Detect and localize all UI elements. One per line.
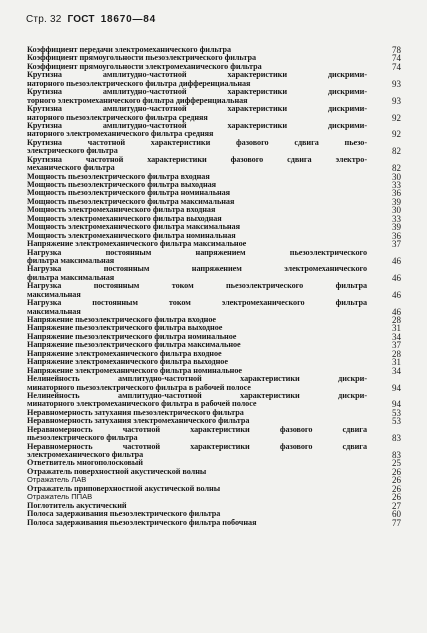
index-term: электромеханического фильтра	[27, 451, 144, 459]
index-page-number: 26	[392, 483, 401, 494]
index-page-number: 53	[392, 416, 401, 427]
index-entry-line	[0, 156, 427, 164]
index-entry-line	[0, 468, 427, 476]
index-term: Коэффициент прямоугольности электромеханического фильтра	[27, 62, 262, 71]
index-page-number: 53	[392, 407, 401, 418]
index-page-number: 37	[392, 239, 401, 250]
index-page-number: 26	[392, 475, 401, 486]
index-page-number: 46	[392, 255, 401, 266]
index-page-number: 39	[392, 222, 401, 233]
index-entry-line	[0, 291, 427, 299]
index-entry-line	[0, 223, 427, 231]
index-page-number: 46	[392, 289, 401, 300]
index-term: Неравномерность затухания электромеханического фильтра	[27, 417, 250, 426]
index-entry-line	[0, 114, 427, 122]
index-term: Мощность пьезоэлектрического фильтра максимальная	[27, 197, 235, 206]
index-entry-line	[0, 308, 427, 316]
index-page-number: 93	[392, 78, 401, 89]
index-entry-line	[0, 257, 427, 265]
index-term: Мощность электромеханического фильтра максимальная	[27, 223, 240, 232]
index-term: Крутизна амплитудно-частотной характеристики дискрими-	[27, 71, 367, 80]
index-term: Ответвитель многополосковый	[27, 459, 143, 468]
index-term: Напряжение электромеханического фильтра номинальное	[27, 366, 242, 375]
index-entry-line	[0, 299, 427, 307]
index-entry-line	[0, 392, 427, 400]
index-term: Мощность пьезоэлектрического фильтра входная	[27, 172, 210, 181]
index-term: Поглотитель акустический	[27, 501, 127, 510]
index-page-number: 25	[392, 458, 401, 469]
index-term: наторного пьезоэлектрического фильтра средняя	[27, 113, 208, 122]
index-term: Мощность электромеханического фильтра номинальная	[27, 231, 236, 240]
standard-label: ГОСТ	[67, 14, 95, 25]
index-term: наторного пьезоэлектрического фильтра дифференциальная	[27, 79, 251, 88]
index-entry-line	[0, 181, 427, 189]
index-page-number: 46	[392, 272, 401, 283]
index-entry-line	[0, 502, 427, 510]
index-term: Отражатель ЛАВ	[27, 476, 87, 485]
index-entry-line	[0, 147, 427, 155]
index-term: Крутизна частотной характеристики фазового сдвига электро-	[27, 155, 367, 164]
index-term: Нагрузка постоянным напряжением электромеханического	[27, 265, 367, 274]
index-entry-line	[0, 139, 427, 147]
index-term: Отражатель поверхностной акустической волны	[27, 467, 207, 476]
index-page-number: 28	[392, 315, 401, 325]
index-entry-line	[0, 519, 427, 527]
index-entry-line	[0, 485, 427, 493]
index-page-number: 36	[392, 230, 401, 241]
index-entry-line	[0, 350, 427, 358]
index-entry-line	[0, 384, 427, 392]
index-page-number: 83	[392, 450, 401, 460]
index-page-number: 77	[392, 517, 401, 528]
index-entry-line	[0, 493, 427, 501]
index-entry-line	[0, 400, 427, 408]
index-term: Крутизна амплитудно-частотной характеристики дискрими-	[27, 121, 367, 130]
index-term: максимальная	[27, 290, 81, 299]
index-entry-line	[0, 476, 427, 484]
index-term: Напряжение пьезоэлектрического фильтра номинальное	[27, 332, 237, 341]
index-entry-line	[0, 265, 427, 273]
index-entry-line	[0, 324, 427, 332]
index-term: Полоса задерживания пьезоэлектрического фильтра побочная	[27, 518, 257, 527]
index-entry-line	[0, 198, 427, 206]
index-page-number: 74	[392, 53, 401, 64]
index-term: Неравномерность затухания пьезоэлектрического фильтра	[27, 408, 244, 417]
index-entry-line	[0, 164, 427, 172]
index-term: Коэффициент прямоугольности пьезоэлектрического фильтра	[27, 54, 257, 63]
index-term: Крутизна амплитудно-частотной характеристики дискрими-	[27, 88, 367, 97]
index-entry-line	[0, 426, 427, 434]
index-entry-line	[0, 282, 427, 290]
index-term: Крутизна частотной характеристики фазового сдвига пьезо-	[27, 138, 367, 147]
index-term: Напряжение пьезоэлектрического фильтра выходное	[27, 324, 223, 333]
index-entry-line	[0, 46, 427, 54]
index-page-number: 92	[392, 112, 401, 123]
index-term: Отражатель ППАВ	[27, 493, 93, 502]
index-page-number: 78	[392, 45, 401, 55]
index-entry-line	[0, 459, 427, 467]
index-term: электрического фильтра	[27, 147, 118, 156]
index-term: Неравномерность частотной характеристики фазового сдвига	[27, 442, 367, 451]
index-entry-line	[0, 71, 427, 79]
index-entry-line	[0, 333, 427, 341]
index-entry-line	[0, 249, 427, 257]
index-entry-line	[0, 375, 427, 383]
page-header	[26, 14, 156, 25]
index-page-number: 27	[392, 500, 401, 511]
index-entry-line	[0, 54, 427, 62]
index-page-number: 33	[392, 180, 401, 190]
index-page-number: 31	[392, 323, 401, 334]
index-term: фильтра максимальная	[27, 256, 115, 265]
index-entry-line	[0, 417, 427, 425]
index-entry-line	[0, 274, 427, 282]
index-entry-line	[0, 316, 427, 324]
index-entry-line	[0, 341, 427, 349]
index-entry-line	[0, 232, 427, 240]
index-page-number: 94	[392, 382, 401, 393]
index-page-number: 31	[392, 357, 401, 368]
index-term: Напряжение пьезоэлектрического фильтра входное	[27, 316, 216, 324]
index-term: Полоса задерживания пьезоэлектрического фильтра	[27, 510, 221, 519]
index-term: Нагрузка постоянным напряжением пьезоэлектрического	[27, 248, 367, 257]
index-term: Напряжение пьезоэлектрического фильтра максимальное	[27, 341, 241, 350]
index-term: Нелинейность амплитудно-частотной характеристики дискри-	[27, 375, 367, 384]
index-term: Напряжение электромеханического фильтра выходное	[27, 358, 228, 367]
index-entry-line	[0, 130, 427, 138]
index-page-number: 93	[392, 95, 401, 106]
index-term: Неравномерность частотной характеристики фазового сдвига	[27, 425, 367, 434]
page-label: Стр.	[26, 14, 47, 25]
index-entry-line	[0, 88, 427, 96]
index-term: Мощность электромеханического фильтра выходная	[27, 214, 222, 223]
index-entry-line	[0, 451, 427, 459]
index-entry-line	[0, 105, 427, 113]
index-entry-line	[0, 63, 427, 71]
index-term: Нагрузка постоянным током электромеханического фильтра	[27, 299, 367, 308]
index-page-number: 82	[392, 163, 401, 174]
standard-number: 18670—84	[100, 14, 157, 25]
index-term: Мощность электромеханического фильтра входная	[27, 206, 216, 215]
index-page-number: 36	[392, 188, 401, 199]
index-entry-line	[0, 122, 427, 130]
index-term: максимальная	[27, 307, 81, 316]
index-entry-line	[0, 409, 427, 417]
index-term: Отражатель приповерхностной акустической волны	[27, 484, 221, 493]
index-page-number: 82	[392, 146, 401, 157]
index-page-number: 74	[392, 61, 401, 72]
index-page-number: 30	[392, 205, 401, 216]
index-term: Напряжение электромеханического фильтра максимальное	[27, 240, 247, 249]
index-term: Нелинейность амплитудно-частотной характеристики дискри-	[27, 391, 367, 400]
index-page-number: 60	[392, 509, 401, 520]
index-term: торного электромеханического фильтра дифференциальная	[27, 96, 248, 105]
index-term: пьезоэлектрического фильтра	[27, 434, 138, 443]
index-term: Коэффициент передачи электромеханического фильтра	[27, 46, 231, 54]
index-entry-line	[0, 173, 427, 181]
index-term: Мощность пьезоэлектрического фильтра номинальная	[27, 189, 231, 198]
index-entry-line	[0, 215, 427, 223]
index-term: минаторного пьезоэлектрического фильтра в рабочей полосе	[27, 383, 251, 392]
index-term: Крутизна амплитудно-частотной характеристики дискрими-	[27, 105, 367, 114]
index-page-number: 34	[392, 331, 401, 342]
index-entry-line	[0, 189, 427, 197]
index-page-number: 37	[392, 340, 401, 351]
index-term: минаторного электромеханического фильтра в рабочей полосе	[27, 400, 257, 409]
index-term: фильтра максимальная	[27, 273, 115, 282]
index-page-number: 39	[392, 196, 401, 207]
index-term: Напряжение электромеханического фильтра входное	[27, 349, 222, 358]
index-page-number: 30	[392, 171, 401, 182]
index-entry-line	[0, 240, 427, 248]
index-page-number: 83	[392, 433, 401, 444]
index-page-number: 26	[392, 492, 401, 503]
index-entry-line	[0, 434, 427, 442]
index-list	[0, 46, 427, 527]
index-page-number: 34	[392, 365, 401, 376]
index-entry-line	[0, 80, 427, 88]
index-entry-line	[0, 443, 427, 451]
index-entry-line	[0, 97, 427, 105]
index-entry-line	[0, 510, 427, 518]
index-page-number: 46	[392, 306, 401, 317]
index-term: механического фильтра	[27, 164, 115, 173]
index-term: наторного электромеханического фильтра средняя	[27, 130, 214, 139]
index-entry-line	[0, 367, 427, 375]
index-page-number: 28	[392, 348, 401, 359]
index-page-number: 92	[392, 129, 401, 140]
index-page-number: 94	[392, 399, 401, 410]
page-number: 32	[49, 14, 62, 25]
index-entry-line	[0, 358, 427, 366]
index-entry-line	[0, 206, 427, 214]
index-term: Мощность пьезоэлектрического фильтра выходная	[27, 181, 217, 189]
index-term: Нагрузка постоянным током пьезоэлектрического фильтра	[27, 282, 367, 291]
index-page-number: 33	[392, 213, 401, 224]
index-page-number: 26	[392, 466, 401, 477]
